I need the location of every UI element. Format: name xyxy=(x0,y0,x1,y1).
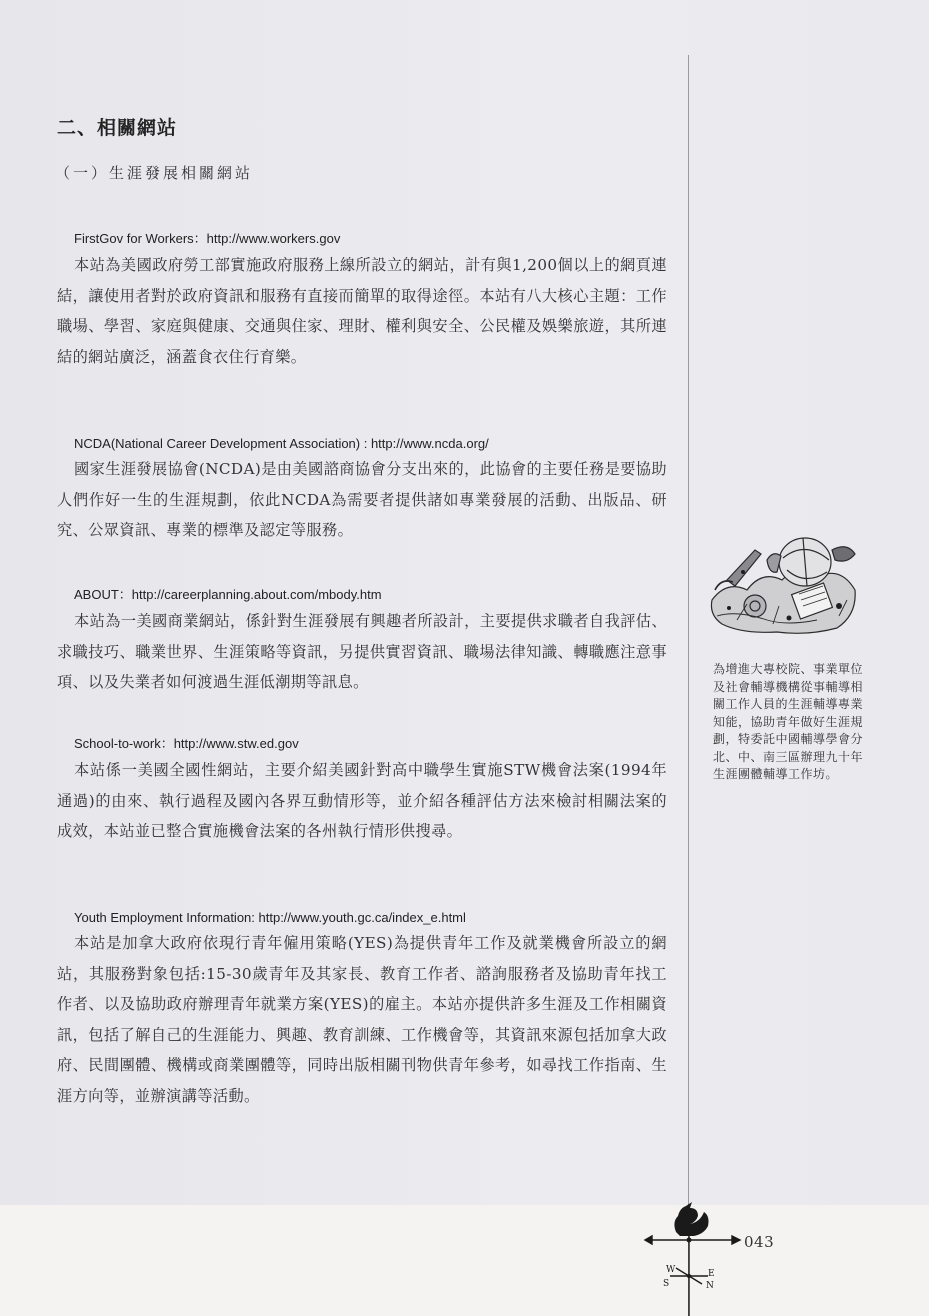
entry-body: 國家生涯發展協會(NCDA)是由美國諮商協會分支出來的，此協會的主要任務是要協助人們作好一生的生涯規劃，依此NCDA為需要者提供諸如專業發展的活動、出版品、研究、公眾資訊、專業的標準及認定等服務。 xyxy=(57,460,667,539)
entry-body: 本站為一美國商業網站，係針對生涯發展有興趣者所設計，主要提供求職者自我評估、求職技巧、職業世界、生涯策略等資訊，另提供實習資訊、職場法律知識、轉職應注意事項、以及失業者如何渡過生涯低潮期等訊息。 xyxy=(57,612,667,691)
entry-youth-employment xyxy=(57,910,667,1111)
entry-body: 本站為美國政府勞工部實施政府服務上線所設立的網站，計有與1,200個以上的網頁連結，讓使用者對於政府資訊和服務有直接而簡單的取得途徑。本站有八大核心主題：工作職場、學習、家庭與健康、交通與住家、理財、權利與安全、公民權及娛樂旅遊，其所連結的網站廣泛，涵蓋食衣住行育樂。 xyxy=(57,256,667,366)
entry-firstgov xyxy=(57,228,667,372)
entry-body: 本站是加拿大政府依現行青年僱用策略(YES)為提供青年工作及就業機會所設立的網站，其服務對象包括:15-30歲青年及其家長、教育工作者、諮詢服務者及協助青年找工作者、以及協助政府辦理青年就業方案(YES)的雇主。本站亦提供許多生涯及工作相關資訊，包括了解自己的生涯能力、興趣、教育訓練、工作機會等，其資訊來源包括加拿大政府、民間團體、機構或商業團體等，同時出版相關刊物供青年參考，如尋找工作指南、生涯方向等，並辦演講等活動。 xyxy=(57,934,667,1105)
entry-school-to-work xyxy=(57,733,667,847)
page-number: 043 xyxy=(744,1233,775,1251)
column-divider xyxy=(688,55,689,1316)
entry-body: 本站係一美國全國性網站，主要介紹美國針對高中職學生實施STW機會法案(1994年通過)的由來、執行過程及國內各界互動情形等，並介紹各種評估方法來檢討相關法案的成效，本站並已整合實施機會法案的各州執行情形供搜尋。 xyxy=(57,761,667,840)
entry-ncda xyxy=(57,436,667,546)
compass-north-label: N xyxy=(706,1281,714,1291)
entry-heading: Youth Employment Information: http://www.youth.gc.ca/index_e.html xyxy=(74,910,466,925)
entry-heading: FirstGov for Workers：http://www.workers.gov xyxy=(74,231,341,246)
compass-west-label: W xyxy=(666,1265,676,1275)
weathervane-icon xyxy=(640,1196,750,1316)
section-title: 二、相關網站 xyxy=(57,117,178,139)
sidebar-note: 為增進大專校院、事業單位及社會輔導機構從事輔導相關工作人員的生涯輔導專業知能，協助青年做好生涯規劃，特委託中國輔導學會分北、中、南三區辦理九十年生涯團體輔導工作坊。 xyxy=(713,662,864,781)
bottom-strip xyxy=(0,1205,929,1316)
compass-east-label: E xyxy=(708,1269,715,1279)
entry-heading: ABOUT：http://careerplanning.about.com/mbody.htm xyxy=(74,587,382,602)
engraving-illustration xyxy=(707,520,859,638)
entry-heading: School-to-work：http://www.stw.ed.gov xyxy=(74,736,299,751)
entry-heading: NCDA(National Career Development Association) : http://www.ncda.org/ xyxy=(74,436,489,451)
subsection-title: （一）生涯發展相關網站 xyxy=(55,164,254,182)
compass-south-label: S xyxy=(663,1279,670,1289)
entry-about xyxy=(57,584,667,698)
